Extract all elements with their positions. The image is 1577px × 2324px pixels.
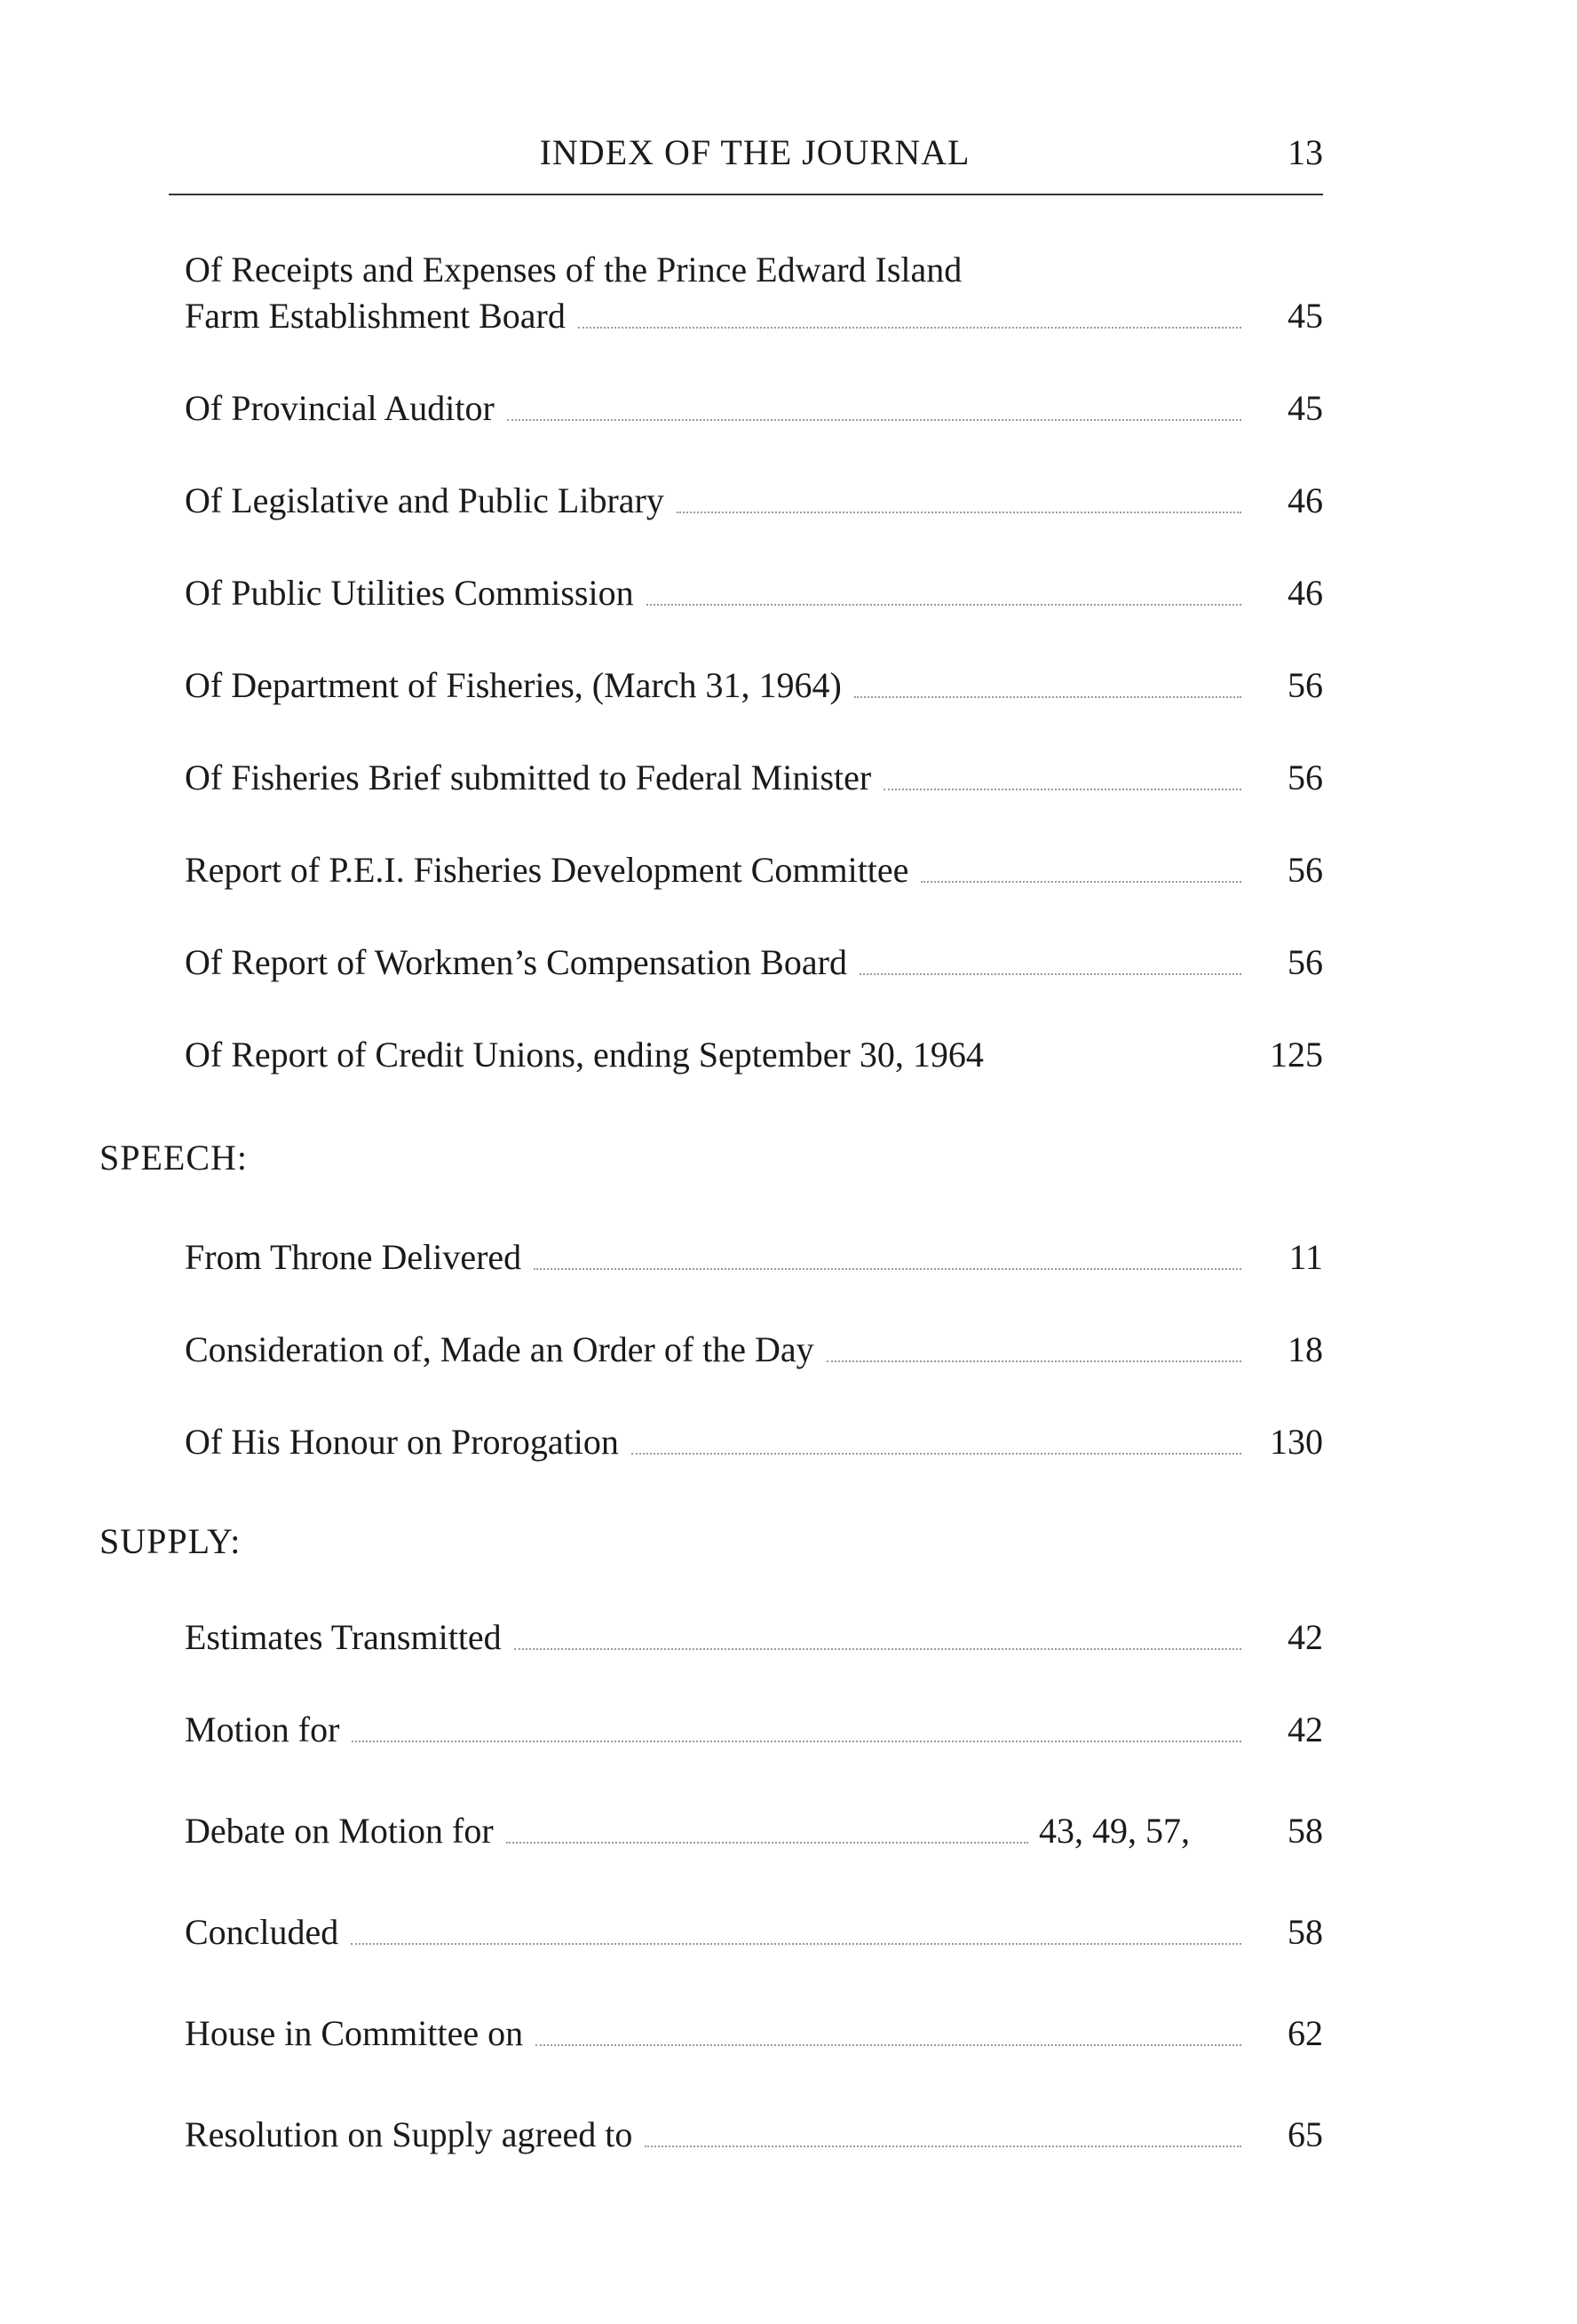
dot-leader [578,327,1241,329]
index-entry [185,1707,1323,1753]
index-entry [185,1327,1323,1373]
dot-leader [351,1943,1241,1945]
dot-leader [646,604,1241,606]
entry-page: 42 [1288,1617,1323,1657]
entry-page: 58 [1288,1912,1323,1952]
entry-page: 45 [1288,388,1323,428]
index-entry [185,1032,1323,1078]
entry-text: Of Legislative and Public Library [185,480,664,520]
index-entry [185,1909,1323,1955]
dot-leader [860,973,1241,975]
entry-text: Of Department of Fisheries, (March 31, 1964) [185,665,842,705]
entry-text: Concluded [185,1912,339,1952]
index-entry-continued-line: Of Receipts and Expenses of the Prince Edward Island [185,250,963,290]
index-entry [185,1419,1323,1465]
entry-text: Motion for [185,1709,340,1749]
dot-leader [352,1741,1241,1742]
dot-leader [535,2044,1241,2046]
entry-text: Consideration of, Made an Order of the Day [185,1329,814,1369]
entry-page: 58 [1288,1811,1323,1851]
dot-leader [884,789,1241,790]
index-entry [185,2011,1323,2057]
entry-page: 65 [1288,2114,1323,2154]
dot-leader [921,881,1241,883]
dot-leader [827,1360,1241,1362]
section-heading-supply: SUPPLY: [99,1521,242,1561]
entry-page: 46 [1288,573,1323,613]
index-entry [185,478,1323,524]
entry-page: 56 [1288,942,1323,982]
entry-text: From Throne Delivered [185,1237,522,1277]
entry-page: 62 [1288,2013,1323,2053]
entry-text: House in Committee on [185,2013,524,2053]
entry-page: 11 [1288,1237,1323,1277]
entry-text: Of Public Utilities Commission [185,573,634,613]
index-entry [185,1808,1323,1854]
header-rule [169,194,1323,195]
entry-page: 18 [1288,1329,1323,1369]
entry-text: Of Report of Workmen’s Compensation Board [185,942,847,982]
dot-leader [506,1842,1028,1844]
index-entry [185,755,1323,801]
entry-text: Resolution on Supply agreed to [185,2114,633,2154]
entry-text: Debate on Motion for [185,1811,494,1851]
entry-text: Of Fisheries Brief submitted to Federal Minister [185,757,872,797]
entry-text: Farm Establishment Board [185,296,566,336]
index-entry [185,2112,1323,2158]
index-entry [185,847,1323,893]
index-entry [185,940,1323,986]
entry-page: 46 [1288,480,1323,520]
dot-leader [677,512,1241,513]
dot-leader [534,1268,1241,1270]
dot-leader [854,696,1241,698]
index-entry [185,1234,1323,1281]
index-entry [185,385,1323,432]
entry-page: 56 [1288,757,1323,797]
page-number: 13 [1288,132,1323,172]
index-entry [185,570,1323,616]
dot-leader [645,2146,1241,2147]
dot-leader [507,419,1241,421]
entry-text: Estimates Transmitted [185,1617,502,1657]
dot-leader [631,1453,1241,1455]
index-entry [185,662,1323,709]
entry-text: Of His Honour on Prorogation [185,1422,619,1462]
entry-page: 130 [1270,1422,1323,1462]
entry-text: Of Provincial Auditor [185,388,495,428]
section-heading-speech: SPEECH: [99,1138,249,1178]
entry-page: 42 [1288,1709,1323,1749]
entry-page: 45 [1288,296,1323,336]
index-entry [185,293,1323,339]
index-entry [185,1614,1323,1661]
entry-page: 56 [1288,850,1323,890]
entry-page: 125 [1270,1035,1323,1075]
running-head [186,131,1323,185]
entry-page-list: 43, 49, 57, [1039,1811,1190,1851]
dot-leader [514,1648,1241,1650]
running-title: INDEX OF THE JOURNAL [539,132,971,172]
entry-page: 56 [1288,665,1323,705]
entry-text: Of Report of Credit Unions, ending September 30, 1964 [185,1035,984,1075]
entry-text: Report of P.E.I. Fisheries Development Committee [185,850,909,890]
